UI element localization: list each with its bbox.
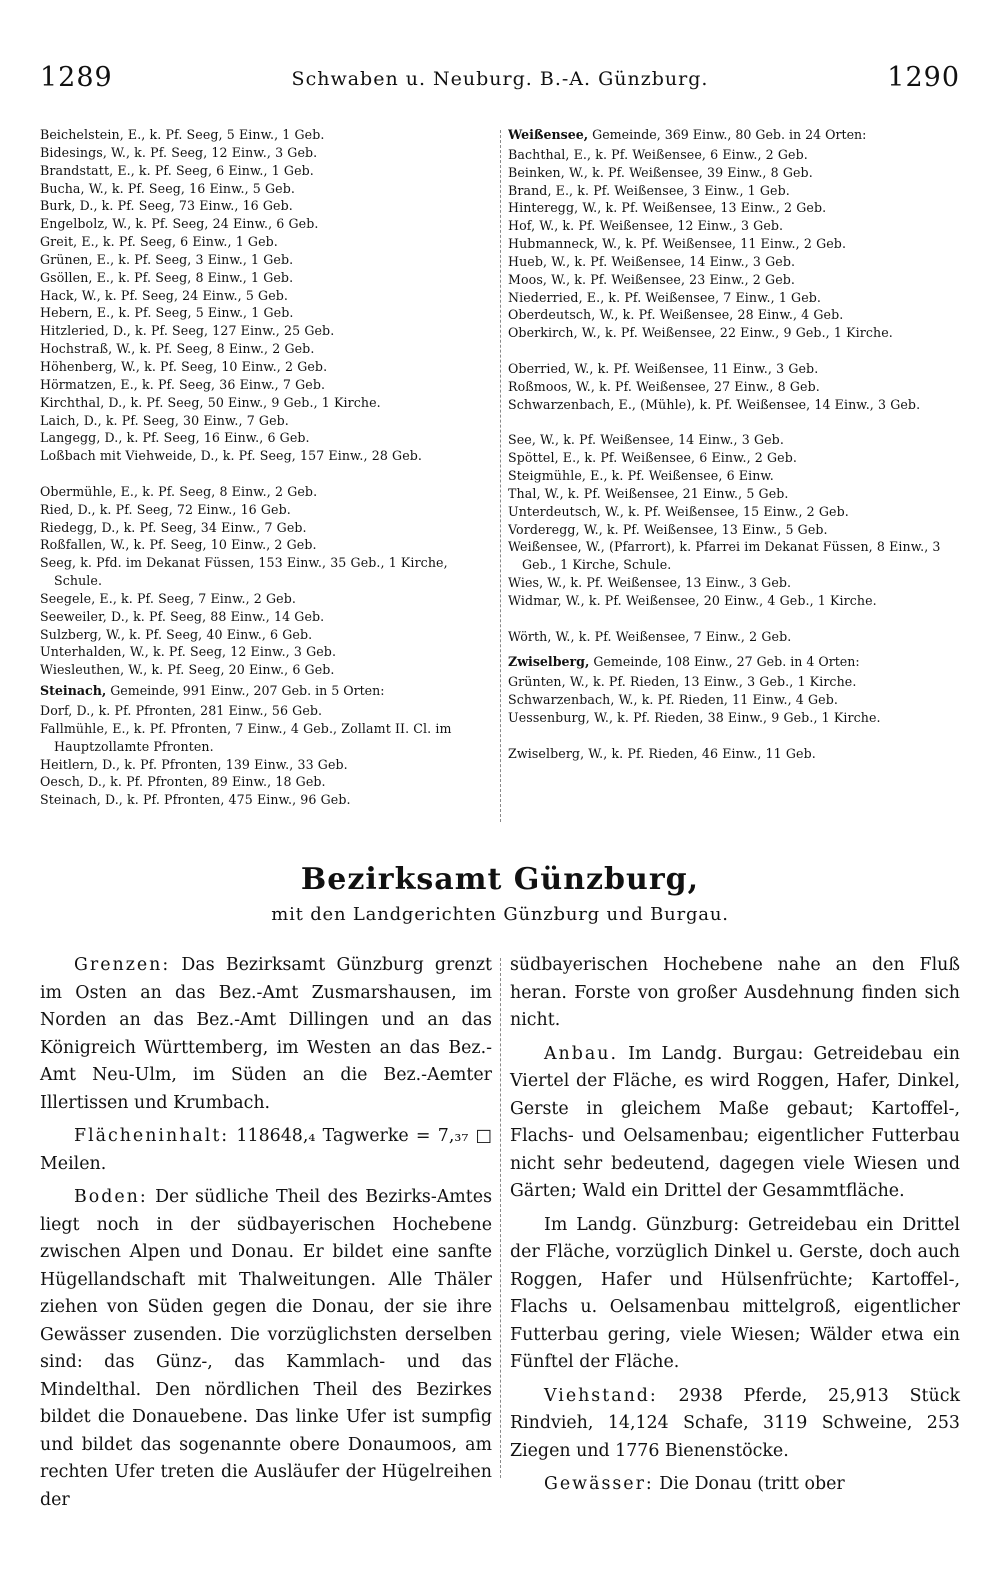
place-entry: Schwarzenbach, W., k. Pf. Rieden, 11 Einw., 4 Geb. — [508, 692, 838, 708]
paragraph-text: Der südliche Theil des Bezirks-Amtes liegt noch in der südbayerischen Hochebene zwischen Alpen und Donau. Er bildet eine sanfte Hügellandschaft mit Thalweitungen. Alle Thäler ziehen von Süden gegen die Donau, der sie ihre Gewässer zusenden. Die vorzüglichsten derselben sind: das Günz-, das Kammlach- und das Mindelthal. Den nördlichen Theil des Bezirkes bildet die Donauebene. Das linke Ufer ist sumpfig und bildet das sogenannte obere Donaumoos, am rechten Ufer treten die Ausläufer der Hügelreihen der — [40, 1187, 492, 1510]
municipality-name: Zwiselberg, — [508, 654, 590, 670]
municipality-heading — [508, 653, 958, 671]
place-entry: Weißensee, W., (Pfarrort), k. Pfarrei im Dekanat Füssen, 8 Einw., 3 Geb., 1 Kirche, Schule. — [508, 539, 941, 573]
place-entry: Hörmatzen, E., k. Pf. Seeg, 36 Einw., 7 Geb. — [40, 376, 326, 392]
place-entry: Bachthal, E., k. Pf. Weißensee, 6 Einw., 2 Geb. — [508, 146, 808, 162]
place-entry: Roßmoos, W., k. Pf. Weißensee, 27 Einw., 8 Geb. — [508, 378, 820, 394]
municipality-heading — [40, 682, 496, 700]
place-entry: Vorderegg, W., k. Pf. Weißensee, 13 Einw., 5 Geb. — [508, 521, 828, 537]
place-entry: Hack, W., k. Pf. Seeg, 24 Einw., 5 Geb. — [40, 287, 289, 303]
paragraph-label: Grenzen: — [74, 955, 171, 975]
place-entry: Unterhalden, W., k. Pf. Seeg, 12 Einw., 3 Geb. — [40, 644, 337, 660]
place-entry: Wörth, W., k. Pf. Weißensee, 7 Einw., 2 Geb. — [508, 628, 792, 644]
description-right-column — [510, 952, 960, 1505]
place-entry: Spöttel, E., k. Pf. Weißensee, 6 Einw., 2 Geb. — [508, 450, 797, 466]
place-entry: Gsöllen, E., k. Pf. Seeg, 8 Einw., 1 Geb. — [40, 269, 294, 285]
paragraph-text: Im Landg. Burgau: Getreidebau ein Viertel der Fläche, es wird Roggen, Hafer, Dinkel, Gerste in gleichem Maße gebaut; Kartoffel-, Flachs- und Oelsamenbau; eigentlicher Futterbau nicht sehr bedeutend, dagegen viele Wiesen und Gärten; Wald ein Drittel der Gesammtfläche. — [510, 1043, 960, 1201]
place-entry: Beichelstein, E., k. Pf. Seeg, 5 Einw., 1 Geb. — [40, 127, 325, 142]
paragraph-text: Die Donau (tritt ober — [653, 1474, 845, 1494]
paragraph-label: Flächeninhalt: — [74, 1126, 230, 1146]
place-entry: Oberkirch, W., k. Pf. Weißensee, 22 Einw., 9 Geb., 1 Kirche. — [508, 325, 893, 341]
place-entry: Grünten, W., k. Pf. Rieden, 13 Einw., 3 Geb., 1 Kirche. — [508, 674, 857, 690]
paragraph-label: Gewässer: — [544, 1474, 654, 1494]
municipality-info: Gemeinde, 991 Einw., 207 Geb. in 5 Orten: — [106, 683, 385, 699]
place-entry: Steinach, D., k. Pf. Pfronten, 475 Einw., 96 Geb. — [40, 792, 351, 808]
place-entry: Brand, E., k. Pf. Weißensee, 3 Einw., 1 Geb. — [508, 182, 790, 198]
place-entry: Hinteregg, W., k. Pf. Weißensee, 13 Einw., 2 Geb. — [508, 200, 827, 216]
place-entry: Hebern, E., k. Pf. Seeg, 5 Einw., 1 Geb. — [40, 305, 294, 321]
place-entry: Hueb, W., k. Pf. Weißensee, 14 Einw., 3 Geb. — [508, 253, 796, 269]
paragraph-flaecheninhalt — [40, 1123, 492, 1178]
place-entry: Unterdeutsch, W., k. Pf. Weißensee, 15 Einw., 2 Geb. — [508, 503, 849, 519]
place-entry: Riedegg, D., k. Pf. Seeg, 34 Einw., 7 Geb. — [40, 519, 307, 535]
place-entry: Steigmühle, E., k. Pf. Weißensee, 6 Einw. — [508, 468, 774, 484]
page-header — [40, 62, 960, 102]
paragraph-gewaesser — [510, 1471, 960, 1499]
place-entry: Roßfallen, W., k. Pf. Seeg, 10 Einw., 2 Geb. — [40, 537, 317, 553]
place-entry: Beinken, W., k. Pf. Weißensee, 39 Einw., 8 Geb. — [508, 164, 813, 180]
paragraph-grenzen — [40, 952, 492, 1117]
place-entry: Oberried, W., k. Pf. Weißensee, 11 Einw., 3 Geb. — [508, 360, 819, 376]
place-entry: Ried, D., k. Pf. Seeg, 72 Einw., 16 Geb. — [40, 501, 291, 517]
place-entry: Hitzleried, D., k. Pf. Seeg, 127 Einw., 25 Geb. — [40, 323, 335, 339]
municipality-name: Weißensee, — [508, 127, 589, 142]
place-entry: Fallmühle, E., k. Pf. Pfronten, 7 Einw., 4 Geb., Zollamt II. Cl. im Hauptzollamte Pfronten. — [40, 720, 452, 754]
place-entry: Brandstatt, E., k. Pf. Seeg, 6 Einw., 1 Geb. — [40, 162, 314, 178]
place-entry: Engelbolz, W., k. Pf. Seeg, 24 Einw., 6 Geb. — [40, 216, 319, 232]
page-number-left: 1289 — [40, 62, 113, 93]
place-entry: Greit, E., k. Pf. Seeg, 6 Einw., 1 Geb. — [40, 234, 278, 250]
paragraph-anbau — [510, 1041, 960, 1206]
municipality-name: Steinach, — [40, 683, 107, 699]
place-entry: Oesch, D., k. Pf. Pfronten, 89 Einw., 18 Geb. — [40, 774, 326, 790]
place-entry: Langegg, D., k. Pf. Seeg, 16 Einw., 6 Geb. — [40, 430, 310, 446]
place-entry: Seeweiler, D., k. Pf. Seeg, 88 Einw., 14 Geb. — [40, 608, 325, 624]
right-gazetteer-column — [508, 126, 958, 763]
place-entry: Höhenberg, W., k. Pf. Seeg, 10 Einw., 2 Geb. — [40, 358, 328, 374]
paragraph-text: Das Bezirksamt Günzburg grenzt im Osten an das Bez.-Amt Zusmarshausen, im Norden an das Bez.-Amt Dillingen und an das Königreich Württemberg, im Westen an das Bez.-Amt Neu-Ulm, im Süden an die Bez.-Aemter Illertissen und Krumbach. — [40, 955, 492, 1113]
place-entry: Obermühle, E., k. Pf. Seeg, 8 Einw., 2 Geb. — [40, 483, 318, 499]
place-entry: Hubmanneck, W., k. Pf. Weißensee, 11 Einw., 2 Geb. — [508, 236, 847, 252]
column-divider — [500, 130, 502, 822]
place-entry: Moos, W., k. Pf. Weißensee, 23 Einw., 2 Geb. — [508, 271, 796, 287]
place-entry: Schwarzenbach, E., (Mühle), k. Pf. Weißensee, 14 Einw., 3 Geb. — [508, 396, 921, 412]
municipality-info: Gemeinde, 369 Einw., 80 Geb. in 24 Orten: — [588, 127, 867, 142]
section-subtitle: mit den Landgerichten Günzburg und Burgau. — [271, 904, 729, 925]
left-gazetteer-column — [40, 126, 496, 809]
place-entry: Grünen, E., k. Pf. Seeg, 3 Einw., 1 Geb. — [40, 251, 294, 267]
paragraph-label: Anbau. — [544, 1043, 618, 1064]
paragraph-text: 2938 Pferde, 25,913 Stück Rindvieh, 14,124 Schafe, 3119 Schweine, 253 Ziegen und 1776 Bienenstöcke. — [510, 1385, 960, 1461]
paragraph-label: Boden: — [74, 1187, 148, 1207]
place-entry: Laich, D., k. Pf. Seeg, 30 Einw., 7 Geb. — [40, 412, 289, 428]
place-entry: Uessenburg, W., k. Pf. Rieden, 38 Einw., 9 Geb., 1 Kirche. — [508, 710, 881, 725]
paragraph-label: Viehstand: — [544, 1385, 658, 1406]
paragraph-continued: südbayerischen Hochebene nahe an den Fluß heran. Forste von großer Ausdehnung finden sich nicht. — [510, 955, 960, 1030]
paragraph-boden — [40, 1184, 492, 1514]
place-entry: Seeg, k. Pfd. im Dekanat Füssen, 153 Einw., 35 Geb., 1 Kirche, Schule. — [40, 555, 448, 589]
description-left-column — [40, 952, 492, 1520]
place-entry: Bucha, W., k. Pf. Seeg, 16 Einw., 5 Geb. — [40, 180, 295, 196]
place-entry: Burk, D., k. Pf. Seeg, 73 Einw., 16 Geb. — [40, 198, 293, 214]
section-title: Bezirksamt Günzburg, — [300, 862, 700, 897]
place-entry: Hof, W., k. Pf. Weißensee, 12 Einw., 3 Geb. — [508, 218, 784, 234]
municipality-info: Gemeinde, 108 Einw., 27 Geb. in 4 Orten: — [589, 654, 860, 670]
place-entry: Niederried, E., k. Pf. Weißensee, 7 Einw., 1 Geb. — [508, 289, 822, 305]
place-entry: Oberdeutsch, W., k. Pf. Weißensee, 28 Einw., 4 Geb. — [508, 307, 844, 323]
place-entry: Zwiselberg, W., k. Pf. Rieden, 46 Einw., 11 Geb. — [508, 745, 816, 761]
place-entry: Bidesings, W., k. Pf. Seeg, 12 Einw., 3 Geb. — [40, 144, 318, 160]
place-entry: Loßbach mit Viehweide, D., k. Pf. Seeg, 157 Einw., 28 Geb. — [40, 448, 423, 464]
paragraph-viehstand — [510, 1383, 960, 1466]
place-entry: Dorf, D., k. Pf. Pfronten, 281 Einw., 56 Geb. — [40, 703, 323, 718]
place-entry: Kirchthal, D., k. Pf. Seeg, 50 Einw., 9 Geb., 1 Kirche. — [40, 394, 381, 410]
page-number-right: 1290 — [887, 62, 960, 93]
place-entry: Hochstraß, W., k. Pf. Seeg, 8 Einw., 2 Geb. — [40, 341, 315, 357]
paragraph-text: 118648,₄ Tagwerke = 7,₃₇ □ Meilen. — [40, 1126, 492, 1174]
place-entry: Wies, W., k. Pf. Weißensee, 13 Einw., 3 Geb. — [508, 575, 792, 591]
place-entry: Seegele, E., k. Pf. Seeg, 7 Einw., 2 Geb. — [40, 590, 297, 606]
place-entry: Wiesleuthen, W., k. Pf. Seeg, 20 Einw., 6 Geb. — [40, 662, 335, 678]
paragraph-landg-guenzburg: Im Landg. Günzburg: Getreidebau ein Drittel der Fläche, vorzüglich Dinkel u. Gerste, doch auch Roggen, Hafer und Hülsenfrüchte; Kartoffel-, Flachs u. Oelsamenbau mittelgroß, eigentlicher Futterbau gering, viele Wiesen; Wälder etwa ein Fünftel der Fläche. — [510, 1214, 960, 1372]
place-entry: Sulzberg, W., k. Pf. Seeg, 40 Einw., 6 Geb. — [40, 626, 313, 642]
place-entry: Thal, W., k. Pf. Weißensee, 21 Einw., 5 Geb. — [508, 485, 789, 501]
place-entry: Widmar, W., k. Pf. Weißensee, 20 Einw., 4 Geb., 1 Kirche. — [508, 592, 877, 608]
running-title: Schwaben u. Neuburg. B.-A. Günzburg. — [291, 68, 709, 90]
column-divider — [500, 958, 502, 1478]
municipality-heading — [508, 126, 958, 144]
place-entry: Heitlern, D., k. Pf. Pfronten, 139 Einw., 33 Geb. — [40, 756, 348, 772]
place-entry: See, W., k. Pf. Weißensee, 14 Einw., 3 Geb. — [508, 432, 784, 448]
